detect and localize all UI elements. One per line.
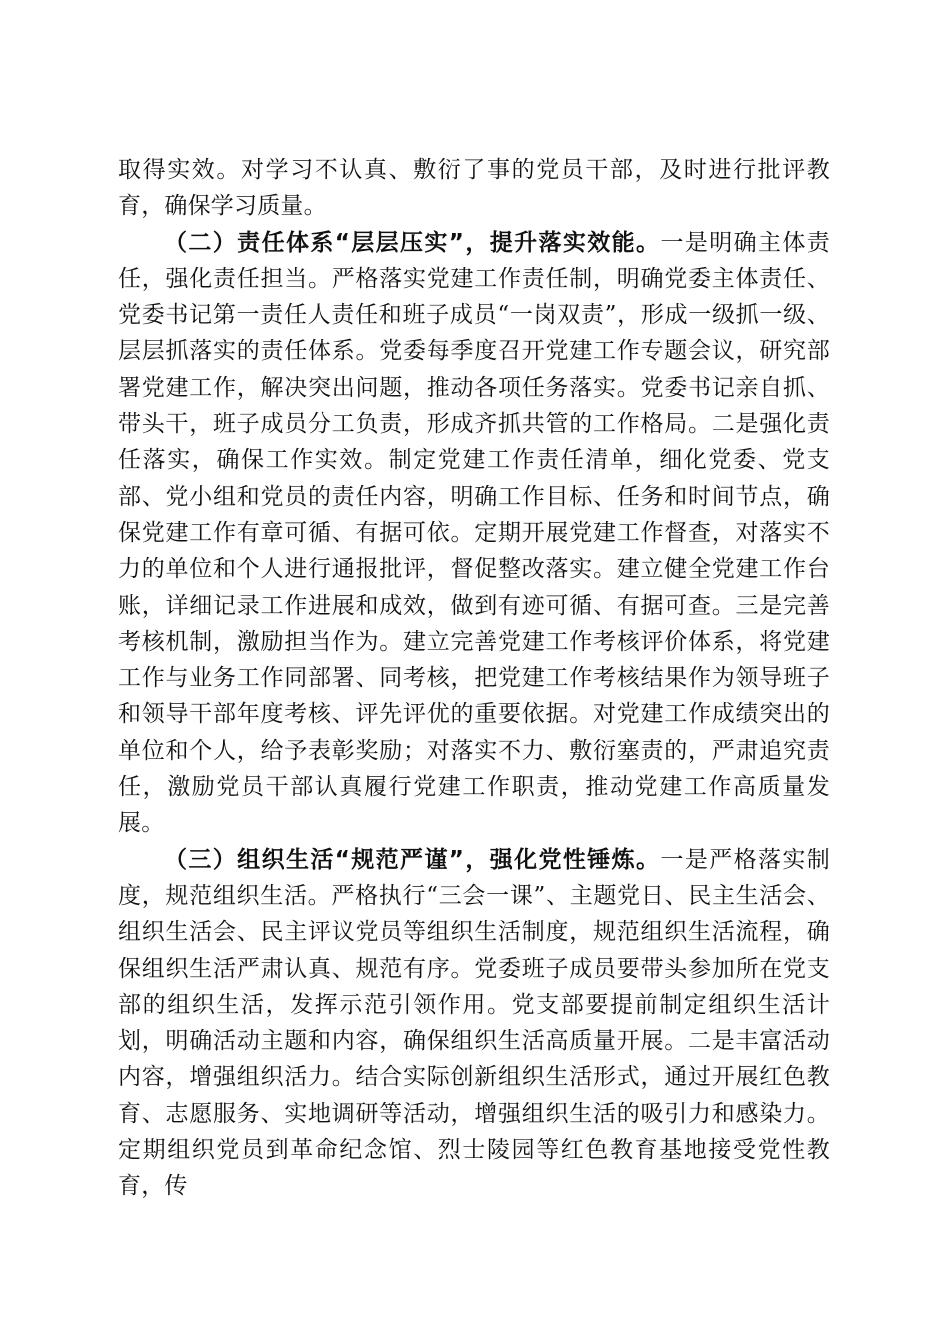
section-heading-2: （二）责任体系“层层压实”，提升落实效能。 (164, 229, 661, 256)
paragraph-text: 一是明确主体责任，强化责任担当。严格落实党建工作责任制，明确党委主体责任、党委书记第一责任人责任和班子成员“一岗双责”，形成一级抓一级、层层抓落实的责任体系。党委每季度召开党建工作专题会议，研究部署党建工作，解决突出问题，推动各项任务落实。党委书记亲自抓、带头干，班子成员分工负责，形成齐抓共管的工作格局。二是强化责任落实，确保工作实效。制定党建工作责任清单，细化党委、党支部、党小组和党员的责任内容，明确工作目标、任务和时间节点，确保党建工作有章可循、有据可依。定期开展党建工作督查，对落实不力的单位和个人进行通报批评，督促整改落实。建立健全党建工作台账，详细记录工作进展和成效，做到有迹可循、有据可查。三是完善考核机制，激励担当作为。建立完善党建工作考核评价体系，将党建工作与业务工作同部署、同考核，把党建工作考核结果作为领导班子和领导干部年度考核、评先评优的重要依据。对党建工作成绩突出的单位和个人，给予表彰奖励；对落实不力、敷衍塞责的，严肃追究责任，激励党员干部认真履行党建工作职责，推动党建工作高质量发展。 (118, 229, 830, 837)
paragraph-continuation (118, 152, 830, 225)
paragraph-section-3 (118, 842, 830, 1205)
section-heading-3: （三）组织生活“规范严谨”，强化党性锤炼。 (164, 846, 661, 873)
document-body (118, 152, 830, 1205)
paragraph-text: 取得实效。对学习不认真、敷衍了事的党员干部，及时进行批评教育，确保学习质量。 (118, 157, 830, 220)
paragraph-section-2 (118, 225, 830, 842)
paragraph-text: 一是严格落实制度，规范组织生活。严格执行“三会一课”、主题党日、民主生活会、组织生活会、民主评议党员等组织生活制度，规范组织生活流程，确保组织生活严肃认真、规范有序。党委班子成员要带头参加所在党支部的组织生活，发挥示范引领作用。党支部要提前制定组织生活计划，明确活动主题和内容，确保组织生活高质量开展。二是丰富活动内容，增强组织活力。结合实际创新组织生活形式，通过开展红色教育、志愿服务、实地调研等活动，增强组织生活的吸引力和感染力。定期组织党员到革命纪念馆、烈士陵园等红色教育基地接受党性教育，传 (118, 846, 830, 1200)
